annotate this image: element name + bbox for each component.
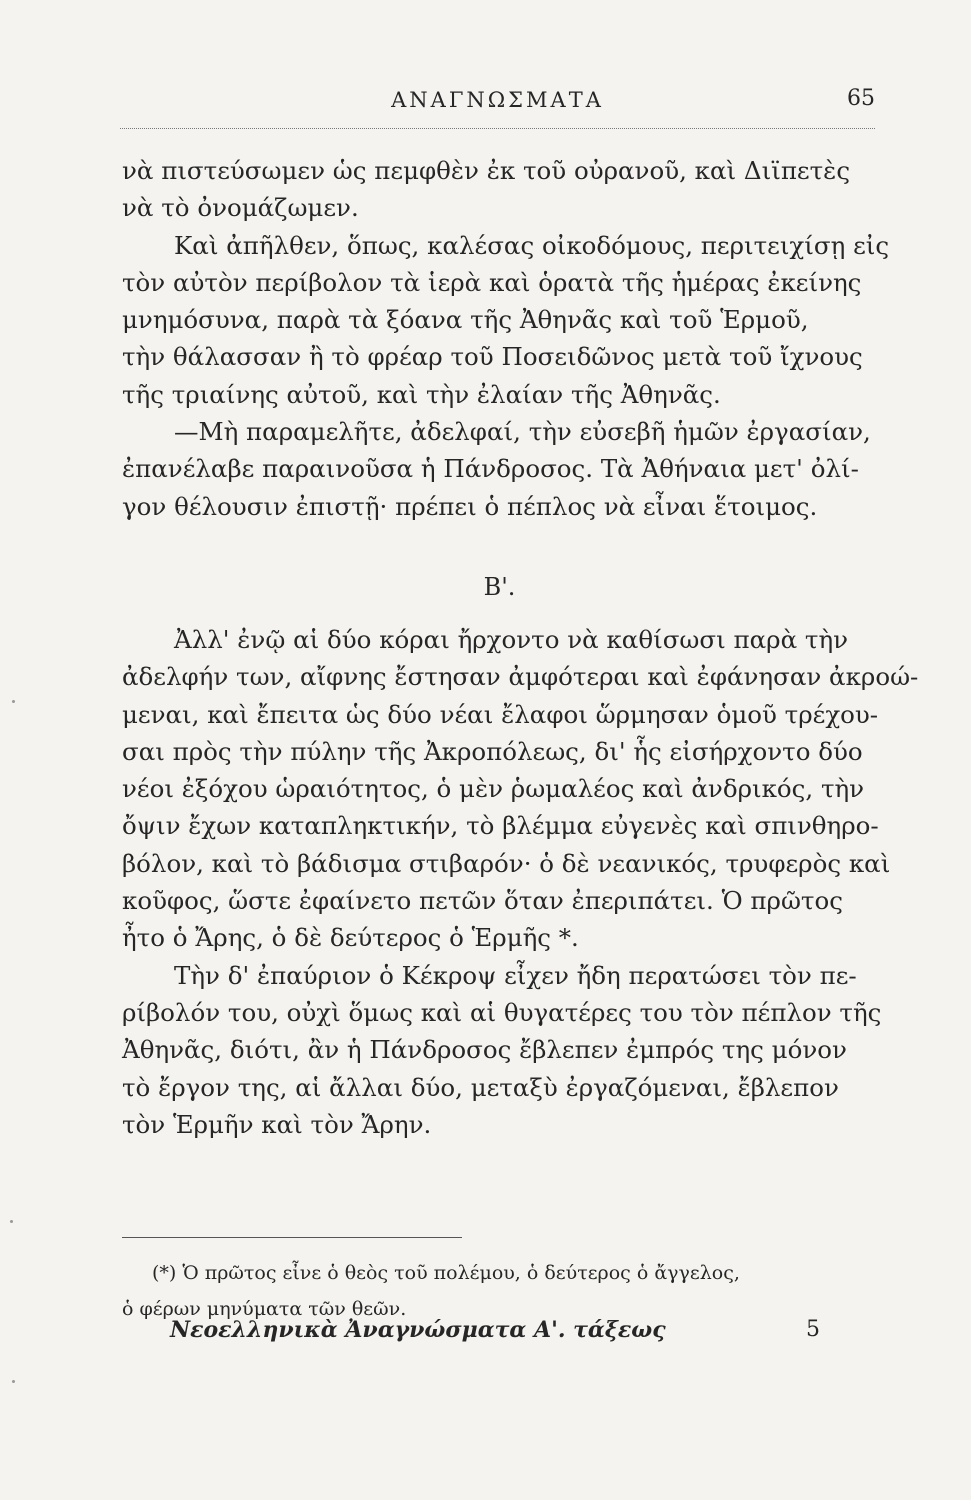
- text-line: μεναι, καὶ ἔπειτα ὡς δύο νέαι ἔλαφοι ὥρμησαν ὁμοῦ τρέχου-: [122, 699, 879, 729]
- text-line: ἀδελφήν των, αἴφνης ἔστησαν ἀμφότεραι καὶ ἐφάνησαν ἀκροώ-: [122, 662, 919, 692]
- text-line: ἐπανέλαβε παραινοῦσα ἡ Πάνδροσος. Τὰ Ἀθήναια μετ' ὀλί-: [122, 454, 859, 484]
- body-text: [122, 152, 919, 1143]
- running-head: ΑΝΑΓΝΩΣΜΑΤΑ: [391, 88, 604, 112]
- section-heading: Β'.: [483, 572, 516, 601]
- text-line: τὸν Ἑρμῆν καὶ τὸν Ἄρην.: [122, 1109, 432, 1139]
- signature-number: 5: [806, 1317, 820, 1342]
- page-number: 65: [847, 86, 875, 111]
- text-line: σαι πρὸς τὴν πύλην τῆς Ἀκροπόλεως, δι' ἧς εἰσήρχοντο δύο: [122, 736, 863, 766]
- text-line: βόλον, καὶ τὸ βάδισμα στιβαρόν· ὁ δὲ νεανικός, τρυφερὸς καὶ: [122, 848, 891, 878]
- page-header: [120, 84, 875, 118]
- text-line: τὴν θάλασσαν ἢ τὸ φρέαρ τοῦ Ποσειδῶνος μετὰ τοῦ ἴχνους: [122, 342, 863, 372]
- text-line: Τὴν δ' ἐπαύριον ὁ Κέκροψ εἶχεν ἤδη περατώσει τὸν πε-: [174, 960, 857, 990]
- text-line: γον θέλουσιν ἐπιστῇ· πρέπει ὁ πέπλος νὰ εἶναι ἕτοιμος.: [122, 491, 818, 521]
- text-line: Καὶ ἀπῆλθεν, ὅπως, καλέσας οἰκοδόμους, περιτειχίσῃ εἰς: [174, 230, 890, 260]
- header-rule: [120, 128, 875, 129]
- text-line: ἦτο ὁ Ἄρης, ὁ δὲ δεύτερος ὁ Ἑρμῆς *.: [122, 923, 579, 953]
- text-line: νὰ τὸ ὀνομάζωμεν.: [122, 193, 359, 223]
- text-line: ρίβολόν του, οὐχὶ ὅμως καὶ αἱ θυγατέρες του τὸν πέπλον τῆς: [122, 997, 882, 1027]
- text-line: τὸ ἔργον της, αἱ ἄλλαι δύο, μεταξὺ ἐργαζόμεναι, ἔβλεπον: [122, 1072, 839, 1102]
- text-line: ὄψιν ἔχων καταπληκτικήν, τὸ βλέμμα εὐγενὲς καὶ σπινθηρο-: [122, 811, 879, 841]
- text-line: μνημόσυνα, παρὰ τὰ ξόανα τῆς Ἀθηνᾶς καὶ τοῦ Ἑρμοῦ,: [122, 305, 809, 335]
- footnote-rule: [122, 1237, 462, 1238]
- text-line: κοῦφος, ὥστε ἐφαίνετο πετῶν ὅταν ἐπεριπάτει. Ὁ πρῶτος: [122, 886, 843, 916]
- footnote-line: (*) Ὁ πρῶτος εἶνε ὁ θεὸς τοῦ πολέμου, ὁ δεύτερος ὁ ἄγγελος,: [152, 1262, 740, 1284]
- margin-speck: [12, 1380, 15, 1383]
- signature-text: Νεοελληνικὰ Ἀναγνώσματα Α'. τάξεως: [170, 1317, 666, 1343]
- text-line: νὰ πιστεύσωμεν ὡς πεμφθὲν ἐκ τοῦ οὐρανοῦ, καὶ Διϊπετὲς: [122, 156, 851, 185]
- text-line: νέοι ἐξόχου ὡραιότητος, ὁ μὲν ῥωμαλέος καὶ ἀνδρικός, τὴν: [122, 774, 865, 804]
- footnote-line: ὁ φέρων μηνύματα τῶν θεῶν.: [122, 1298, 407, 1320]
- margin-speck: [12, 700, 15, 703]
- text-line: Ἀλλ' ἐνῷ αἱ δύο κόραι ἤρχοντο νὰ καθίσωσι παρὰ τὴν: [174, 624, 849, 654]
- signature-footer: [170, 1317, 820, 1357]
- text-line: τῆς τριαίνης αὐτοῦ, καὶ τὴν ἐλαίαν τῆς Ἀθηνᾶς.: [122, 379, 721, 409]
- margin-speck: [10, 1220, 13, 1223]
- text-line: Ἀθηνᾶς, διότι, ἂν ἡ Πάνδροσος ἔβλεπεν ἐμπρός της μόνον: [122, 1035, 847, 1065]
- text-line: —Μὴ παραμελῆτε, ἀδελφαί, τὴν εὐσεβῆ ἡμῶν ἐργασίαν,: [174, 417, 871, 447]
- text-line: τὸν αὐτὸν περίβολον τὰ ἱερὰ καὶ ὁρατὰ τῆς ἡμέρας ἐκείνης: [122, 267, 862, 297]
